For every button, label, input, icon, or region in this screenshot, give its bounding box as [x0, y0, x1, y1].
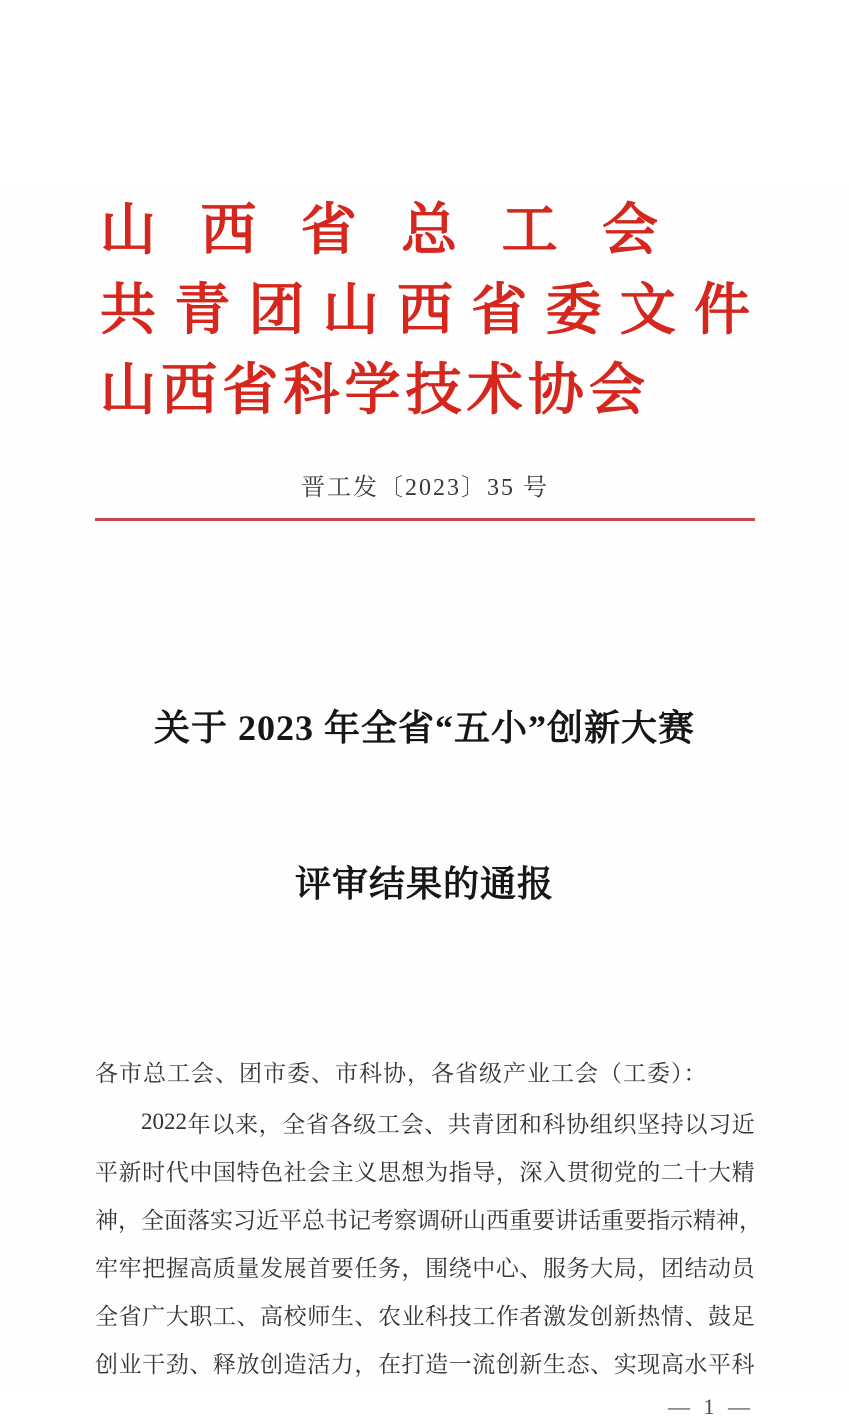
glyph: 团	[660, 1255, 684, 1281]
glyph: 工	[501, 200, 558, 262]
glyph: 在	[377, 1351, 401, 1377]
glyph: 要	[532, 1207, 555, 1233]
glyph: 科	[283, 360, 340, 422]
body-paragraphs	[95, 1050, 762, 1386]
glyph: 、	[189, 1351, 213, 1377]
glyph: 近	[731, 1111, 755, 1137]
glyph: 面	[164, 1207, 187, 1233]
document-title	[0, 598, 849, 1014]
glyph: 生	[330, 1303, 354, 1329]
glyph: 二	[660, 1159, 684, 1185]
glyph: 足	[731, 1303, 755, 1329]
glyph: 想	[401, 1159, 425, 1185]
glyph: ，	[739, 1207, 762, 1233]
glyph: 放	[236, 1351, 260, 1377]
glyph: 贯	[566, 1159, 590, 1185]
glyph: 员	[731, 1255, 755, 1281]
glyph: 围	[425, 1255, 449, 1281]
glyph: 落	[187, 1207, 210, 1233]
glyph: 创	[495, 1351, 519, 1377]
glyph: 农	[377, 1303, 401, 1329]
glyph: 创	[95, 1351, 118, 1377]
glyph: 要	[624, 1207, 647, 1233]
body-line	[95, 1146, 755, 1194]
glyph: 业	[401, 1303, 425, 1329]
glyph: 团	[248, 280, 305, 342]
glyph: 质	[212, 1255, 236, 1281]
glyph: 大	[708, 1159, 732, 1185]
glyph: 考	[371, 1207, 394, 1233]
glyph: 平	[708, 1351, 732, 1377]
glyph: 2022	[141, 1109, 187, 1134]
glyph: 生	[542, 1351, 566, 1377]
glyph: ，	[354, 1351, 378, 1377]
glyph: 务	[377, 1255, 401, 1281]
glyph: 发	[260, 1255, 284, 1281]
title-line-1: 关于 2023 年全省“五小”创新大赛	[153, 708, 695, 748]
glyph: 水	[684, 1351, 708, 1377]
glyph: 校	[283, 1303, 307, 1329]
glyph: 新	[519, 1351, 543, 1377]
glyph: 中	[472, 1255, 496, 1281]
glyph: 山	[463, 1207, 486, 1233]
glyph: 、	[354, 1303, 378, 1329]
glyph: 组	[589, 1111, 613, 1137]
glyph: 劲	[165, 1351, 189, 1377]
org-name-line-1	[100, 186, 658, 266]
glyph: 省	[118, 1303, 142, 1329]
glyph: 坚	[637, 1111, 661, 1137]
glyph: 激	[542, 1303, 566, 1329]
glyph: 省	[222, 360, 279, 422]
glyph: 中	[189, 1159, 213, 1185]
glyph: 高	[660, 1351, 684, 1377]
glyph: 全	[282, 1111, 306, 1137]
glyph: 造	[425, 1351, 449, 1377]
glyph: 会	[400, 1111, 424, 1137]
glyph: 绕	[448, 1255, 472, 1281]
glyph: 织	[613, 1111, 637, 1137]
glyph: 动	[708, 1255, 732, 1281]
glyph: 以	[211, 1111, 235, 1137]
glyph: 年	[187, 1111, 211, 1137]
glyph: 协	[527, 360, 584, 422]
glyph: 、	[590, 1351, 614, 1377]
glyph: 共	[447, 1111, 471, 1137]
glyph: 新	[118, 1159, 142, 1185]
glyph: ，	[118, 1207, 141, 1233]
glyph: 会	[307, 1159, 331, 1185]
glyph: 高	[260, 1303, 284, 1329]
glyph: 展	[283, 1255, 307, 1281]
glyph: 研	[440, 1207, 463, 1233]
glyph: 深	[519, 1159, 543, 1185]
glyph: 精	[693, 1207, 716, 1233]
glyph: 西	[161, 360, 218, 422]
glyph: 共	[100, 280, 156, 342]
glyph: 省	[305, 1111, 329, 1137]
glyph: 情	[660, 1303, 684, 1329]
glyph: 、	[684, 1303, 708, 1329]
salutation: 各市总工会、团市委、市科协，各省级产业工会（工委）：	[95, 1061, 708, 1086]
glyph: 十	[684, 1159, 708, 1185]
glyph: 、	[236, 1303, 260, 1329]
glyph: 量	[236, 1255, 260, 1281]
glyph: 活	[307, 1351, 331, 1377]
body-line	[95, 1242, 755, 1290]
glyph: 鼓	[708, 1303, 732, 1329]
glyph: 级	[353, 1111, 377, 1137]
glyph: 思	[377, 1159, 401, 1185]
glyph: 创	[590, 1303, 614, 1329]
glyph: 平	[279, 1207, 302, 1233]
glyph: 造	[283, 1351, 307, 1377]
glyph: 来	[234, 1111, 258, 1137]
glyph: 省	[471, 280, 528, 342]
glyph: 义	[354, 1159, 378, 1185]
glyph: 件	[694, 280, 750, 342]
glyph: 时	[142, 1159, 166, 1185]
glyph: 平	[95, 1159, 118, 1185]
glyph: 技	[448, 1303, 472, 1329]
glyph: 彻	[590, 1159, 614, 1185]
body-line	[95, 1098, 755, 1146]
glyph: 特	[236, 1159, 260, 1185]
letterhead	[100, 186, 849, 426]
glyph: 山	[322, 280, 379, 342]
document-number: 晋工发〔2023〕35 号	[301, 475, 549, 501]
glyph: 实	[210, 1207, 233, 1233]
glyph: ，	[637, 1255, 661, 1281]
glyph: 局	[613, 1255, 637, 1281]
red-divider-rule	[95, 518, 755, 521]
org-name-line-3	[100, 346, 645, 426]
glyph: 、	[519, 1255, 543, 1281]
glyph: 省	[300, 200, 357, 262]
glyph: 术	[466, 360, 523, 422]
glyph: 牢	[118, 1255, 142, 1281]
glyph: 调	[417, 1207, 440, 1233]
glyph: 全	[141, 1207, 164, 1233]
glyph: 一	[448, 1351, 472, 1377]
glyph: 主	[330, 1159, 354, 1185]
body-line	[95, 1338, 755, 1386]
glyph: 话	[578, 1207, 601, 1233]
glyph: 者	[519, 1303, 543, 1329]
glyph: 持	[660, 1111, 684, 1137]
glyph: 热	[637, 1303, 661, 1329]
glyph: 牢	[95, 1255, 118, 1281]
glyph: 创	[260, 1351, 284, 1377]
glyph: 山	[100, 200, 156, 262]
glyph: 干	[142, 1351, 166, 1377]
glyph: 各	[329, 1111, 353, 1137]
glyph: 新	[613, 1303, 637, 1329]
glyph: 结	[684, 1255, 708, 1281]
glyph: 青	[471, 1111, 495, 1137]
glyph: 科	[731, 1351, 755, 1377]
glyph: 以	[684, 1111, 708, 1137]
glyph: 精	[731, 1159, 755, 1185]
page-number: — 1 —	[668, 1394, 754, 1419]
body-line	[95, 1290, 755, 1338]
glyph: 发	[566, 1303, 590, 1329]
glyph: 察	[394, 1207, 417, 1233]
glyph: 务	[566, 1255, 590, 1281]
glyph: 导	[472, 1159, 496, 1185]
glyph: 会	[589, 360, 645, 422]
glyph: 指	[448, 1159, 472, 1185]
glyph: 工	[376, 1111, 400, 1137]
glyph: 神	[95, 1207, 118, 1233]
glyph: 科	[542, 1111, 566, 1137]
glyph: 、	[424, 1111, 448, 1137]
glyph: ，	[401, 1255, 425, 1281]
glyph: 团	[495, 1111, 519, 1137]
glyph: 习	[233, 1207, 256, 1233]
glyph: 师	[307, 1303, 331, 1329]
glyph: 职	[189, 1303, 213, 1329]
glyph: 神	[716, 1207, 739, 1233]
glyph: 西	[486, 1207, 509, 1233]
glyph: 流	[472, 1351, 496, 1377]
glyph: 高	[189, 1255, 213, 1281]
glyph: 业	[118, 1351, 142, 1377]
glyph: 广	[142, 1303, 166, 1329]
glyph: 服	[542, 1255, 566, 1281]
glyph: 协	[566, 1111, 590, 1137]
glyph: 实	[613, 1351, 637, 1377]
glyph: 释	[212, 1351, 236, 1377]
glyph: 科	[425, 1303, 449, 1329]
glyph: 国	[212, 1159, 236, 1185]
glyph: 大	[590, 1255, 614, 1281]
glyph: 代	[165, 1159, 189, 1185]
glyph: 委	[545, 280, 602, 342]
glyph: 总	[401, 200, 458, 262]
glyph: 指	[647, 1207, 670, 1233]
glyph: 技	[405, 360, 462, 422]
glyph: 任	[354, 1255, 378, 1281]
glyph: 入	[542, 1159, 566, 1185]
glyph: 学	[344, 360, 401, 422]
document-page	[0, 186, 849, 1419]
glyph: 打	[401, 1351, 425, 1377]
glyph: 首	[307, 1255, 331, 1281]
glyph: 工	[472, 1303, 496, 1329]
title-line-2: 评审结果的通报	[294, 864, 554, 904]
glyph: 重	[509, 1207, 532, 1233]
glyph: 为	[425, 1159, 449, 1185]
glyph: 工	[212, 1303, 236, 1329]
glyph: 要	[330, 1255, 354, 1281]
org-name-line-2	[100, 266, 750, 346]
glyph: 全	[95, 1303, 118, 1329]
glyph: 力	[330, 1351, 354, 1377]
glyph: 作	[495, 1303, 519, 1329]
body-line	[95, 1194, 762, 1242]
glyph: 记	[348, 1207, 371, 1233]
glyph: 态	[566, 1351, 590, 1377]
glyph: 示	[670, 1207, 693, 1233]
glyph: ，	[258, 1111, 282, 1137]
glyph: 西	[200, 200, 257, 262]
glyph: 和	[518, 1111, 542, 1137]
glyph: 党	[613, 1159, 637, 1185]
glyph: 的	[637, 1159, 661, 1185]
glyph: 文	[619, 280, 676, 342]
glyph: 会	[601, 200, 658, 262]
glyph: 书	[325, 1207, 348, 1233]
glyph: 心	[495, 1255, 519, 1281]
glyph: 重	[601, 1207, 624, 1233]
glyph: 大	[165, 1303, 189, 1329]
glyph: 西	[397, 280, 453, 342]
glyph: 总	[302, 1207, 325, 1233]
glyph: 色	[260, 1159, 284, 1185]
glyph: 习	[708, 1111, 732, 1137]
glyph: 现	[637, 1351, 661, 1377]
glyph: ，	[495, 1159, 519, 1185]
glyph: 山	[100, 360, 156, 422]
glyph: 把	[142, 1255, 166, 1281]
glyph: 握	[165, 1255, 189, 1281]
glyph: 社	[283, 1159, 307, 1185]
glyph: 讲	[555, 1207, 578, 1233]
glyph: 青	[174, 280, 231, 342]
glyph: 近	[256, 1207, 279, 1233]
